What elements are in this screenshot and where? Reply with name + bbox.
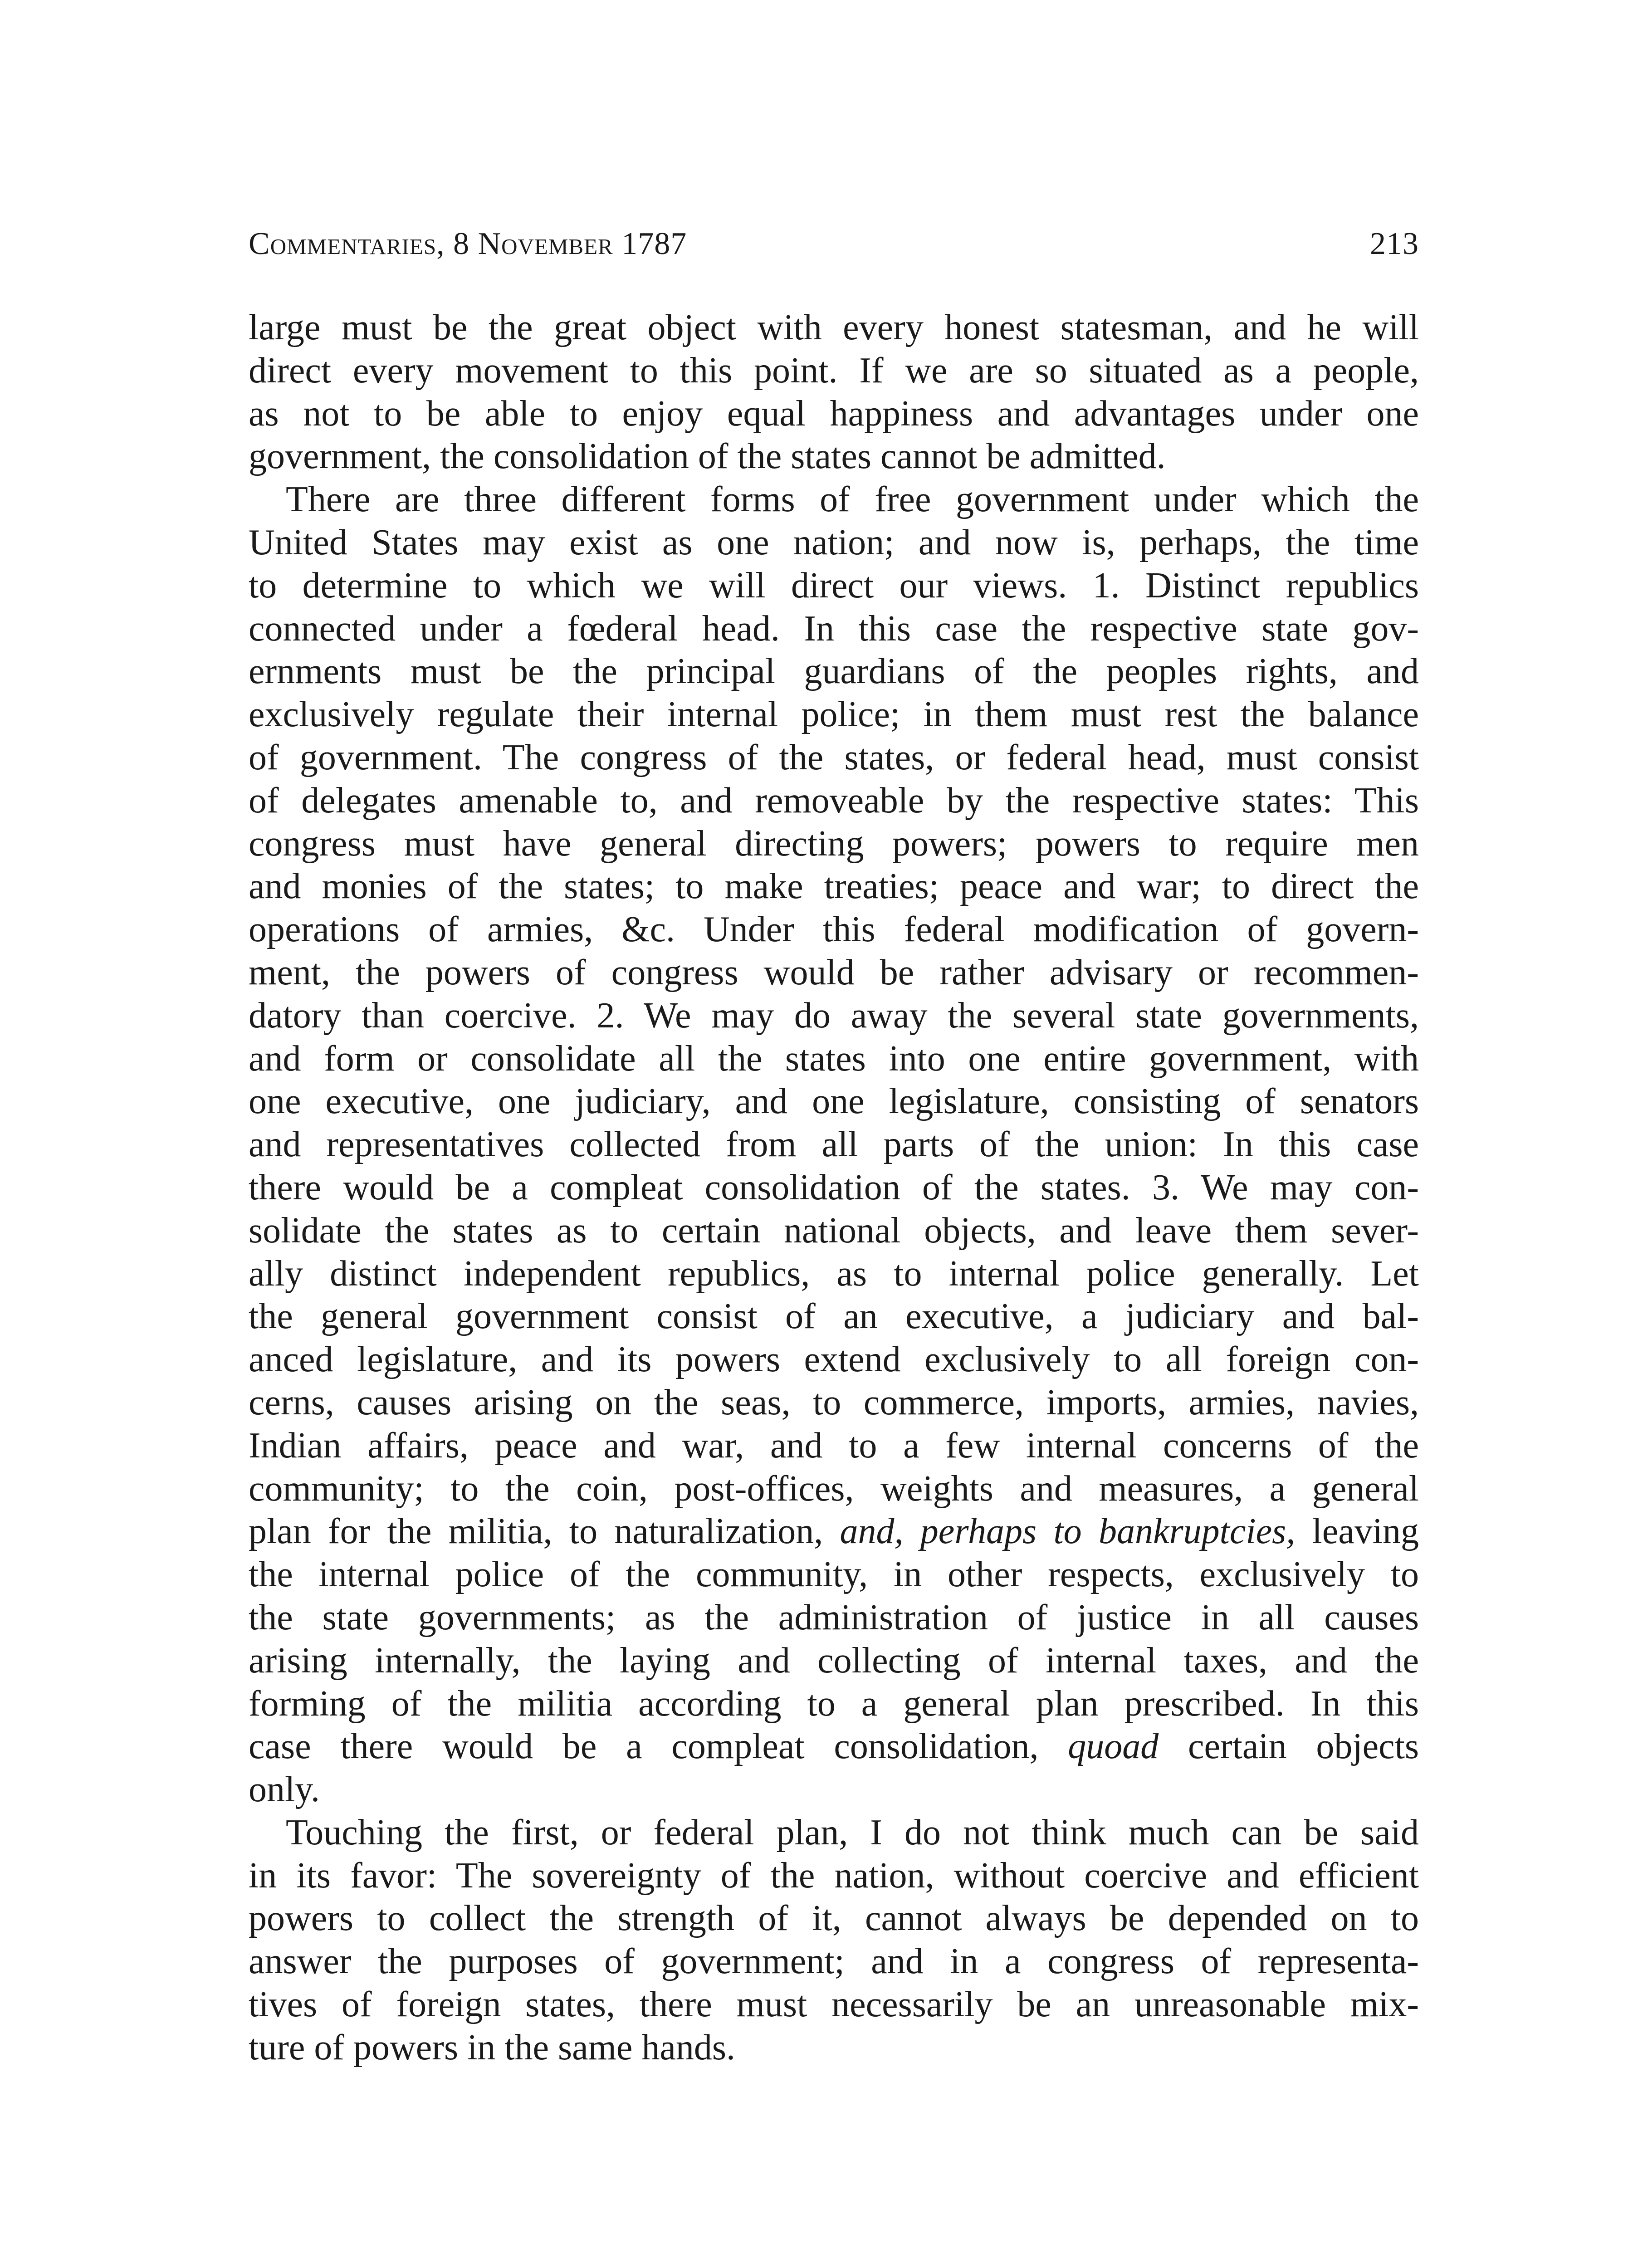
- text-line: congress must have general directing powers; powers to require men: [249, 823, 1419, 864]
- text-line: and monies of the states; to make treaties; peace and war; to direct the: [249, 866, 1419, 907]
- text-line-with-italic: [249, 1510, 1419, 1553]
- text-line: connected under a fœderal head. In this case the respective state gov-: [249, 608, 1419, 649]
- text-line: in its favor: The sovereignty of the nation, without coercive and efficient: [249, 1855, 1419, 1896]
- text-line-with-italic: [249, 1725, 1419, 1768]
- text-line: forming of the militia according to a general plan prescribed. In this: [249, 1683, 1419, 1724]
- text-line: solidate the states as to certain national objects, and leave them sever-: [249, 1210, 1419, 1251]
- text-line: ment, the powers of congress would be rather advisary or recommen-: [249, 952, 1419, 992]
- text-line: one executive, one judiciary, and one legislature, consisting of senators: [249, 1081, 1419, 1122]
- running-head-title-prefix: Commentaries: [249, 226, 437, 261]
- text-line: the general government consist of an executive, a judiciary and bal-: [249, 1296, 1419, 1337]
- text-line: ture of powers in the same hands.: [249, 2027, 736, 2068]
- page-number: 213: [1370, 226, 1419, 261]
- text-line: cerns, causes arising on the seas, to commerce, imports, armies, navies,: [249, 1382, 1419, 1422]
- text-line: direct every movement to this point. If we are so situated as a people,: [249, 350, 1419, 391]
- text-line: datory than coercive. 2. We may do away the several state governments,: [249, 995, 1419, 1036]
- text-line: exclusively regulate their internal police; in them must rest the balance: [249, 694, 1419, 735]
- text-line: of government. The congress of the states, or federal head, must consist: [249, 737, 1419, 777]
- text-line: tives of foreign states, there must necessarily be an unreasonable mix-: [249, 1984, 1419, 2025]
- text-line: of delegates amenable to, and removeable by the respective states: This: [249, 780, 1419, 821]
- running-head-title-date: , 8 November 1787: [436, 226, 687, 261]
- text-line: the state governments; as the administration of justice in all causes: [249, 1597, 1419, 1637]
- running-head-title: [249, 217, 687, 271]
- text-line: as not to be able to enjoy equal happiness and advantages under one: [249, 393, 1419, 434]
- text-line: community; to the coin, post-offices, weights and measures, a general: [249, 1468, 1419, 1509]
- text-line: there would be a compleat consolidation of the states. 3. We may con-: [249, 1167, 1419, 1207]
- text-line: to determine to which we will direct our views. 1. Distinct republics: [249, 565, 1419, 606]
- text-line: ernments must be the principal guardians of the peoples rights, and: [249, 651, 1419, 692]
- text-line: United States may exist as one nation; and now is, perhaps, the time: [249, 522, 1419, 562]
- text-line: and representatives collected from all parts of the union: In this case: [249, 1124, 1419, 1165]
- text-line: answer the purposes of government; and in a congress of representa-: [249, 1941, 1419, 1982]
- body-text: [249, 306, 1419, 2069]
- italic-word: quoad: [1068, 1726, 1159, 1767]
- text-line: arising internally, the laying and collecting of internal taxes, and the: [249, 1640, 1419, 1681]
- text-line: anced legislature, and its powers extend exclusively to all foreign con-: [249, 1339, 1419, 1380]
- text-line: Touching the first, or federal plan, I do not think much can be said: [286, 1812, 1419, 1853]
- text-line: There are three different forms of free government under which the: [286, 479, 1419, 520]
- text-line: large must be the great object with every honest statesman, and he will: [249, 308, 1419, 347]
- text-line: and form or consolidate all the states into one entire government, with: [249, 1038, 1419, 1079]
- text-line: only.: [249, 1769, 320, 1810]
- text-line: the internal police of the community, in other respects, exclusively to: [249, 1554, 1419, 1595]
- text-segment: case there would be a compleat consolidation,: [249, 1726, 1068, 1767]
- text-line: government, the consolidation of the states cannot be admitted.: [249, 436, 1166, 477]
- text-line: operations of armies, &c. Under this federal modification of govern-: [249, 909, 1419, 950]
- text-segment: leaving: [1295, 1511, 1419, 1552]
- text-line: powers to collect the strength of it, cannot always be depended on to: [249, 1898, 1419, 1939]
- text-segment: plan for the militia, to naturalization,: [249, 1511, 840, 1552]
- text-line: Indian affairs, peace and war, and to a few internal concerns of the: [249, 1425, 1419, 1466]
- text-segment: certain objects: [1159, 1726, 1419, 1767]
- italic-phrase: and, perhaps to bankruptcies,: [840, 1511, 1296, 1552]
- running-head: [249, 217, 1419, 271]
- text-line: ally distinct independent republics, as to internal police generally. Let: [249, 1253, 1419, 1294]
